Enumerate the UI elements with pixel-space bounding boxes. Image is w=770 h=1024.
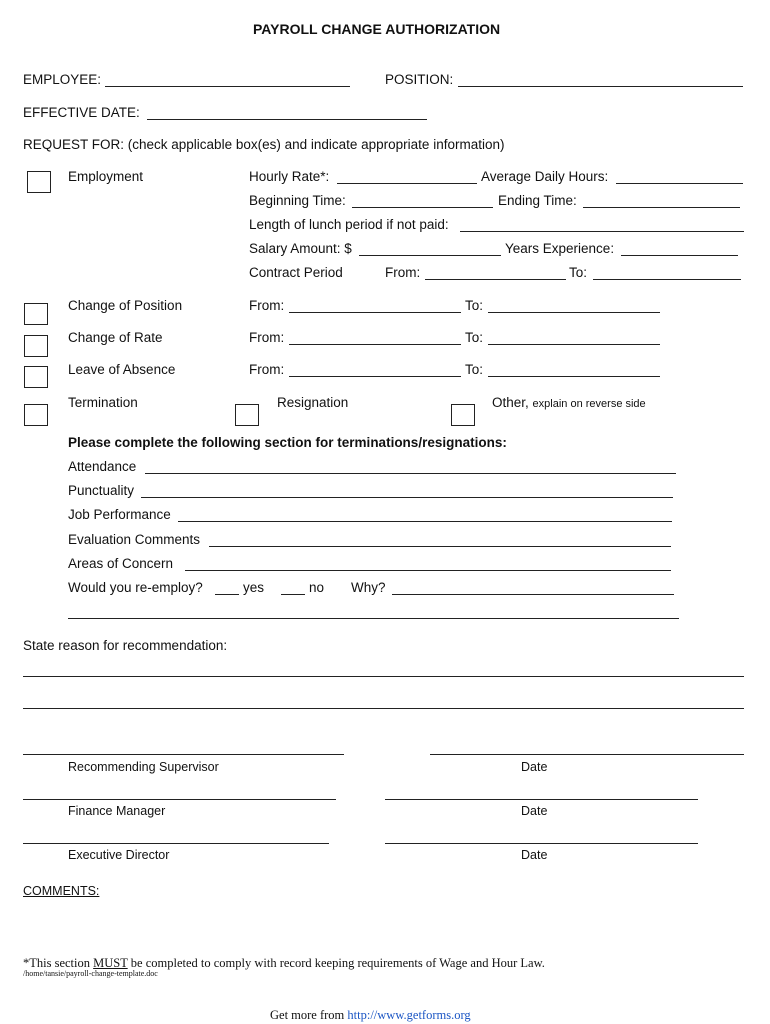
rate-to-label: To: (465, 330, 484, 345)
leave-to-label: To: (465, 362, 484, 377)
reason-line-1[interactable] (23, 676, 744, 677)
years-experience-field[interactable] (621, 255, 738, 256)
years-experience-label: Years Experience: (505, 241, 615, 256)
position-from-label: From: (249, 298, 285, 313)
leave-to-field[interactable] (488, 376, 660, 377)
comments-label: COMMENTS: (23, 884, 100, 898)
re-employ-no-label: no (309, 580, 325, 595)
executive-director-date-line[interactable] (385, 843, 698, 844)
reason-label: State reason for recommendation: (23, 638, 228, 653)
job-performance-field[interactable] (178, 521, 672, 522)
why-continuation-field[interactable] (68, 618, 679, 619)
areas-of-concern-field[interactable] (185, 570, 671, 571)
resignation-label: Resignation (277, 395, 349, 410)
areas-of-concern-label: Areas of Concern (68, 556, 174, 571)
lunch-period-label: Length of lunch period if not paid: (249, 217, 449, 232)
contract-period-label: Contract Period (249, 265, 343, 280)
why-field[interactable] (392, 594, 674, 595)
avg-daily-hours-label: Average Daily Hours: (481, 169, 609, 184)
footnote-must: MUST (93, 956, 128, 970)
executive-director-label: Executive Director (68, 848, 170, 862)
change-of-rate-checkbox[interactable] (24, 335, 48, 357)
rate-from-label: From: (249, 330, 285, 345)
file-path: /home/tansie/payroll-change-template.doc (23, 969, 158, 978)
employee-field[interactable] (105, 86, 350, 87)
job-performance-label: Job Performance (68, 507, 171, 522)
employment-label: Employment (68, 169, 144, 184)
supervisor-date-label: Date (521, 760, 548, 774)
termination-label: Termination (68, 395, 138, 410)
other-label (492, 395, 646, 412)
effective-date-label: EFFECTIVE DATE: (23, 105, 140, 120)
employment-checkbox[interactable] (27, 171, 51, 193)
recommending-supervisor-label: Recommending Supervisor (68, 760, 219, 774)
avg-daily-hours-field[interactable] (616, 183, 743, 184)
change-of-position-label: Change of Position (68, 298, 183, 313)
hourly-rate-field[interactable] (337, 183, 477, 184)
leave-from-label: From: (249, 362, 285, 377)
why-label: Why? (351, 580, 386, 595)
contract-to-label: To: (569, 265, 588, 280)
attendance-label: Attendance (68, 459, 137, 474)
getforms-link[interactable]: http://www.getforms.org (347, 1008, 471, 1022)
contract-to-field[interactable] (593, 279, 741, 280)
evaluation-comments-field[interactable] (209, 546, 671, 547)
re-employ-yes-label: yes (243, 580, 265, 595)
request-for-instructions: REQUEST FOR: (check applicable box(es) and indicate appropriate information) (23, 137, 505, 152)
punctuality-label: Punctuality (68, 483, 135, 498)
change-of-rate-label: Change of Rate (68, 330, 163, 345)
evaluation-comments-label: Evaluation Comments (68, 532, 201, 547)
beginning-time-field[interactable] (352, 207, 493, 208)
footnote-rest: be completed to comply with record keeping requirements of Wage and Hour Law. (130, 956, 545, 970)
executive-director-date-label: Date (521, 848, 548, 862)
leave-from-field[interactable] (289, 376, 461, 377)
contract-from-label: From: (385, 265, 421, 280)
change-of-position-checkbox[interactable] (24, 303, 48, 325)
attendance-field[interactable] (145, 473, 676, 474)
finance-manager-signature-line[interactable] (23, 799, 336, 800)
employee-label: EMPLOYEE: (23, 72, 102, 87)
re-employ-no-field[interactable] (281, 594, 305, 595)
contract-from-field[interactable] (425, 279, 566, 280)
other-text: Other, (492, 395, 529, 410)
termination-checkbox[interactable] (24, 404, 48, 426)
termination-section-heading: Please complete the following section for terminations/resignations: (68, 435, 507, 450)
form-title: PAYROLL CHANGE AUTHORIZATION (253, 21, 501, 37)
punctuality-field[interactable] (141, 497, 673, 498)
leave-of-absence-checkbox[interactable] (24, 366, 48, 388)
other-checkbox[interactable] (451, 404, 475, 426)
re-employ-label: Would you re-employ? (68, 580, 203, 595)
footnote-star: *This section (23, 956, 91, 970)
rate-to-field[interactable] (488, 344, 660, 345)
position-to-field[interactable] (488, 312, 660, 313)
effective-date-field[interactable] (147, 119, 427, 120)
position-to-label: To: (465, 298, 484, 313)
salary-amount-label: Salary Amount: $ (249, 241, 352, 256)
other-note: explain on reverse side (532, 398, 646, 410)
reason-line-2[interactable] (23, 708, 744, 709)
footer (270, 1007, 471, 1023)
lunch-period-field[interactable] (460, 231, 744, 232)
resignation-checkbox[interactable] (235, 404, 259, 426)
leave-of-absence-label: Leave of Absence (68, 362, 176, 377)
executive-director-signature-line[interactable] (23, 843, 329, 844)
finance-manager-date-label: Date (521, 804, 548, 818)
re-employ-yes-field[interactable] (215, 594, 239, 595)
beginning-time-label: Beginning Time: (249, 193, 346, 208)
footer-prefix: Get more from (270, 1008, 345, 1022)
position-from-field[interactable] (289, 312, 461, 313)
supervisor-signature-line[interactable] (23, 754, 344, 755)
finance-manager-label: Finance Manager (68, 804, 166, 818)
ending-time-field[interactable] (583, 207, 740, 208)
ending-time-label: Ending Time: (498, 193, 577, 208)
finance-manager-date-line[interactable] (385, 799, 698, 800)
supervisor-date-line[interactable] (430, 754, 744, 755)
rate-from-field[interactable] (289, 344, 461, 345)
position-field[interactable] (458, 86, 743, 87)
hourly-rate-label: Hourly Rate*: (249, 169, 330, 184)
salary-amount-field[interactable] (359, 255, 501, 256)
position-label: POSITION: (385, 72, 454, 87)
